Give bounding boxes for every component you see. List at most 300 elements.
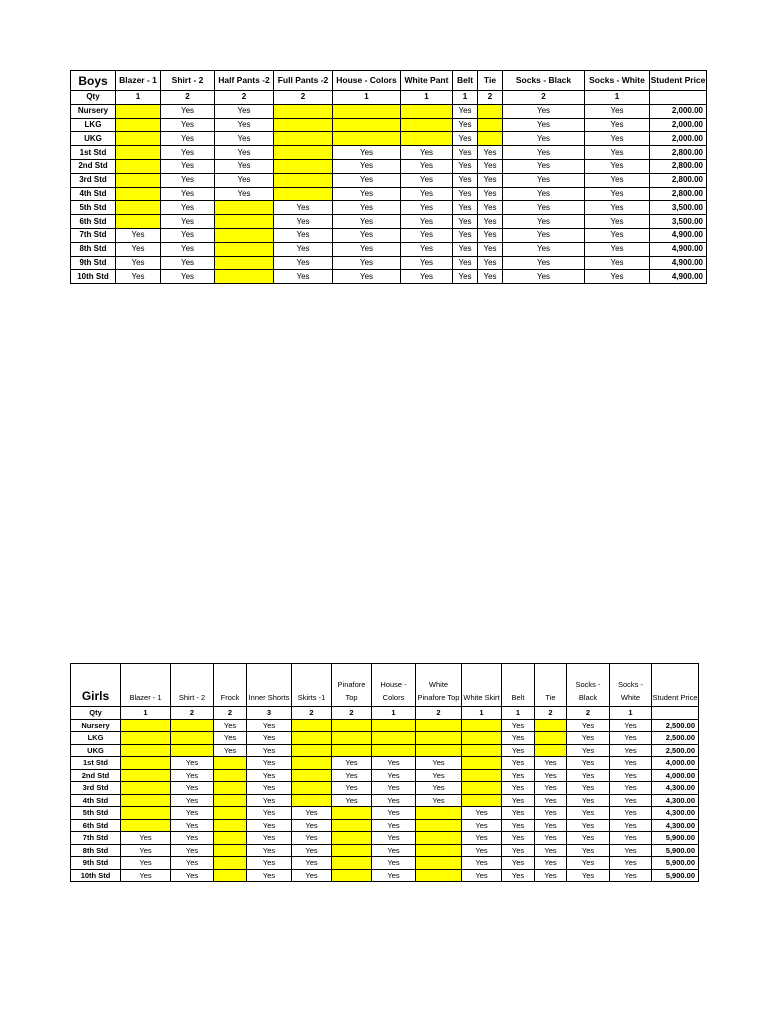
- price-cell: 5,900.00: [652, 844, 699, 857]
- qty-cell: 2: [503, 91, 585, 105]
- row-label: 1st Std: [71, 757, 121, 770]
- item-cell: Yes: [247, 869, 292, 882]
- item-cell: [332, 732, 372, 745]
- item-cell: Yes: [610, 794, 652, 807]
- item-cell: Yes: [535, 782, 567, 795]
- table-row: [71, 270, 707, 284]
- item-cell: Yes: [121, 832, 171, 845]
- row-label: 10th Std: [71, 869, 121, 882]
- item-cell: [171, 744, 214, 757]
- item-cell: Yes: [161, 228, 215, 242]
- price-cell: 5,900.00: [652, 832, 699, 845]
- item-cell: Yes: [535, 832, 567, 845]
- boys-table-title: Boys: [71, 71, 116, 91]
- item-cell: Yes: [171, 819, 214, 832]
- item-cell: Yes: [171, 869, 214, 882]
- item-cell: Yes: [610, 732, 652, 745]
- item-cell: Yes: [462, 819, 502, 832]
- qty-cell: 1: [585, 91, 650, 105]
- row-label: 3rd Std: [71, 782, 121, 795]
- qty-cell: 1: [462, 707, 502, 720]
- item-cell: Yes: [585, 118, 650, 132]
- girls-uniform-table: [70, 663, 699, 882]
- item-cell: Yes: [372, 857, 416, 870]
- price-cell: 4,300.00: [652, 794, 699, 807]
- item-cell: Yes: [247, 782, 292, 795]
- table-row: [71, 732, 699, 745]
- price-cell: 5,900.00: [652, 857, 699, 870]
- table-row: [71, 869, 699, 882]
- item-cell: [171, 719, 214, 732]
- item-cell: Yes: [462, 832, 502, 845]
- item-cell: Yes: [171, 807, 214, 820]
- item-cell: Yes: [462, 807, 502, 820]
- table-row: [71, 719, 699, 732]
- qty-label: Qty: [71, 707, 121, 720]
- item-cell: Yes: [171, 794, 214, 807]
- item-cell: [214, 794, 247, 807]
- item-cell: Yes: [333, 173, 401, 187]
- item-cell: Yes: [121, 857, 171, 870]
- item-cell: Yes: [416, 794, 462, 807]
- item-cell: Yes: [333, 242, 401, 256]
- table-row: [71, 769, 699, 782]
- item-cell: [274, 173, 333, 187]
- item-cell: Yes: [372, 807, 416, 820]
- item-cell: Yes: [333, 146, 401, 160]
- item-cell: [332, 844, 372, 857]
- item-cell: Yes: [585, 201, 650, 215]
- girls-table-body: [71, 664, 699, 882]
- item-cell: Yes: [567, 857, 610, 870]
- item-cell: [274, 118, 333, 132]
- price-cell: 4,900.00: [650, 256, 707, 270]
- column-header: Blazer - 1: [121, 664, 171, 707]
- item-cell: Yes: [503, 173, 585, 187]
- item-cell: Yes: [462, 857, 502, 870]
- item-cell: Yes: [401, 187, 453, 201]
- item-cell: Yes: [453, 270, 478, 284]
- column-header: House - Colors: [372, 664, 416, 707]
- item-cell: Yes: [247, 744, 292, 757]
- column-header: Socks - Black: [503, 71, 585, 91]
- item-cell: Yes: [372, 757, 416, 770]
- item-cell: [274, 187, 333, 201]
- item-cell: Yes: [401, 146, 453, 160]
- item-cell: Yes: [610, 719, 652, 732]
- item-cell: [292, 794, 332, 807]
- column-header: Blazer - 1: [116, 71, 161, 91]
- item-cell: Yes: [502, 757, 535, 770]
- item-cell: Yes: [478, 159, 503, 173]
- qty-cell: 3: [247, 707, 292, 720]
- item-cell: [214, 844, 247, 857]
- item-cell: [332, 744, 372, 757]
- item-cell: Yes: [401, 159, 453, 173]
- qty-cell: 2: [535, 707, 567, 720]
- item-cell: Yes: [503, 256, 585, 270]
- table-row: [71, 146, 707, 160]
- item-cell: [121, 769, 171, 782]
- item-cell: Yes: [372, 769, 416, 782]
- item-cell: Yes: [333, 159, 401, 173]
- item-cell: Yes: [171, 782, 214, 795]
- table-row: [71, 819, 699, 832]
- price-cell: 4,300.00: [652, 819, 699, 832]
- item-cell: [121, 782, 171, 795]
- item-cell: Yes: [453, 215, 478, 229]
- item-cell: Yes: [502, 819, 535, 832]
- item-cell: Yes: [610, 869, 652, 882]
- item-cell: Yes: [503, 118, 585, 132]
- item-cell: [121, 807, 171, 820]
- item-cell: [372, 744, 416, 757]
- item-cell: Yes: [401, 215, 453, 229]
- item-cell: Yes: [535, 769, 567, 782]
- item-cell: Yes: [453, 159, 478, 173]
- item-cell: Yes: [453, 242, 478, 256]
- item-cell: Yes: [502, 769, 535, 782]
- table-row: [71, 844, 699, 857]
- item-cell: Yes: [401, 270, 453, 284]
- item-cell: [214, 807, 247, 820]
- table-row: [71, 857, 699, 870]
- item-cell: [171, 732, 214, 745]
- item-cell: Yes: [585, 242, 650, 256]
- girls-qty-row: [71, 707, 699, 720]
- item-cell: [333, 104, 401, 118]
- column-header: Socks - Black: [567, 664, 610, 707]
- price-cell: 2,000.00: [650, 104, 707, 118]
- item-cell: Yes: [453, 146, 478, 160]
- item-cell: Yes: [503, 242, 585, 256]
- row-label: 3rd Std: [71, 173, 116, 187]
- qty-cell: 2: [332, 707, 372, 720]
- item-cell: Yes: [116, 228, 161, 242]
- boys-header-row: [71, 71, 707, 91]
- item-cell: Yes: [453, 104, 478, 118]
- table-row: [71, 744, 699, 757]
- row-label: 4th Std: [71, 187, 116, 201]
- column-header: Frock: [214, 664, 247, 707]
- item-cell: Yes: [502, 807, 535, 820]
- item-cell: Yes: [333, 270, 401, 284]
- item-cell: [215, 215, 274, 229]
- item-cell: Yes: [610, 857, 652, 870]
- item-cell: Yes: [401, 201, 453, 215]
- price-cell: 2,800.00: [650, 187, 707, 201]
- item-cell: [332, 719, 372, 732]
- item-cell: Yes: [567, 869, 610, 882]
- item-cell: [462, 744, 502, 757]
- item-cell: Yes: [610, 757, 652, 770]
- item-cell: Yes: [215, 146, 274, 160]
- row-label: 8th Std: [71, 242, 116, 256]
- item-cell: [416, 744, 462, 757]
- column-header: Tie: [535, 664, 567, 707]
- item-cell: Yes: [161, 159, 215, 173]
- item-cell: Yes: [247, 819, 292, 832]
- item-cell: Yes: [214, 719, 247, 732]
- column-header: Belt: [502, 664, 535, 707]
- column-header: Half Pants -2: [215, 71, 274, 91]
- item-cell: Yes: [416, 782, 462, 795]
- item-cell: Yes: [372, 782, 416, 795]
- item-cell: [332, 869, 372, 882]
- item-cell: Yes: [332, 757, 372, 770]
- item-cell: Yes: [292, 869, 332, 882]
- item-cell: Yes: [453, 173, 478, 187]
- qty-cell: 2: [567, 707, 610, 720]
- item-cell: Yes: [585, 159, 650, 173]
- item-cell: Yes: [567, 819, 610, 832]
- row-label: 5th Std: [71, 201, 116, 215]
- row-label: 9th Std: [71, 256, 116, 270]
- item-cell: [462, 782, 502, 795]
- price-cell: 3,500.00: [650, 201, 707, 215]
- item-cell: Yes: [478, 242, 503, 256]
- item-cell: [274, 132, 333, 146]
- boys-uniform-table: [70, 70, 707, 284]
- item-cell: [121, 732, 171, 745]
- row-label: LKG: [71, 732, 121, 745]
- item-cell: [214, 757, 247, 770]
- item-cell: Yes: [171, 832, 214, 845]
- item-cell: [416, 819, 462, 832]
- item-cell: Yes: [462, 844, 502, 857]
- column-header: Belt: [453, 71, 478, 91]
- item-cell: Yes: [535, 757, 567, 770]
- price-cell: 2,800.00: [650, 173, 707, 187]
- item-cell: Yes: [478, 256, 503, 270]
- qty-cell: 2: [214, 707, 247, 720]
- item-cell: Yes: [274, 270, 333, 284]
- item-cell: Yes: [503, 201, 585, 215]
- price-cell: 4,900.00: [650, 270, 707, 284]
- item-cell: [214, 869, 247, 882]
- item-cell: [332, 832, 372, 845]
- item-cell: Yes: [502, 794, 535, 807]
- item-cell: Yes: [610, 807, 652, 820]
- item-cell: Yes: [567, 719, 610, 732]
- table-row: [71, 201, 707, 215]
- column-header: Pinafore Top: [332, 664, 372, 707]
- item-cell: Yes: [585, 104, 650, 118]
- item-cell: Yes: [292, 857, 332, 870]
- item-cell: Yes: [161, 201, 215, 215]
- item-cell: Yes: [121, 869, 171, 882]
- item-cell: Yes: [502, 844, 535, 857]
- price-cell: 4,300.00: [652, 782, 699, 795]
- item-cell: Yes: [610, 769, 652, 782]
- item-cell: Yes: [215, 159, 274, 173]
- qty-cell: 1: [121, 707, 171, 720]
- qty-cell: 1: [333, 91, 401, 105]
- item-cell: Yes: [567, 807, 610, 820]
- item-cell: Yes: [292, 844, 332, 857]
- item-cell: Yes: [567, 757, 610, 770]
- row-label: 5th Std: [71, 807, 121, 820]
- item-cell: Yes: [121, 844, 171, 857]
- item-cell: Yes: [502, 719, 535, 732]
- item-cell: Yes: [214, 744, 247, 757]
- item-cell: Yes: [372, 844, 416, 857]
- item-cell: Yes: [567, 844, 610, 857]
- column-header: House - Colors: [333, 71, 401, 91]
- item-cell: Yes: [161, 215, 215, 229]
- item-cell: Yes: [585, 270, 650, 284]
- qty-cell: 1: [372, 707, 416, 720]
- item-cell: Yes: [503, 215, 585, 229]
- item-cell: [416, 832, 462, 845]
- item-cell: Yes: [585, 146, 650, 160]
- item-cell: [116, 159, 161, 173]
- qty-cell: 2: [171, 707, 214, 720]
- item-cell: [462, 719, 502, 732]
- item-cell: [214, 782, 247, 795]
- item-cell: [401, 118, 453, 132]
- price-cell: 4,900.00: [650, 242, 707, 256]
- row-label: 1st Std: [71, 146, 116, 160]
- item-cell: [292, 769, 332, 782]
- item-cell: Yes: [535, 857, 567, 870]
- item-cell: Yes: [274, 201, 333, 215]
- item-cell: Yes: [247, 719, 292, 732]
- item-cell: [332, 857, 372, 870]
- item-cell: [332, 819, 372, 832]
- price-cell: 2,800.00: [650, 159, 707, 173]
- item-cell: Yes: [333, 201, 401, 215]
- row-label: 10th Std: [71, 270, 116, 284]
- row-label: 2nd Std: [71, 159, 116, 173]
- table-row: [71, 807, 699, 820]
- item-cell: [535, 732, 567, 745]
- item-cell: [116, 104, 161, 118]
- item-cell: Yes: [332, 794, 372, 807]
- item-cell: Yes: [332, 769, 372, 782]
- qty-cell: [650, 91, 707, 105]
- item-cell: Yes: [502, 869, 535, 882]
- column-header: Shirt - 2: [161, 71, 215, 91]
- table-row: [71, 159, 707, 173]
- price-cell: 4,300.00: [652, 807, 699, 820]
- qty-cell: 2: [478, 91, 503, 105]
- item-cell: [214, 819, 247, 832]
- item-cell: Yes: [161, 173, 215, 187]
- girls-table-title: Girls: [71, 664, 121, 707]
- item-cell: [478, 118, 503, 132]
- girls-header-row: [71, 664, 699, 707]
- item-cell: Yes: [610, 782, 652, 795]
- item-cell: Yes: [453, 256, 478, 270]
- column-header: Full Pants -2: [274, 71, 333, 91]
- item-cell: Yes: [535, 869, 567, 882]
- item-cell: Yes: [372, 819, 416, 832]
- item-cell: Yes: [116, 242, 161, 256]
- item-cell: Yes: [274, 256, 333, 270]
- item-cell: Yes: [274, 228, 333, 242]
- item-cell: Yes: [416, 757, 462, 770]
- item-cell: [333, 118, 401, 132]
- item-cell: Yes: [585, 228, 650, 242]
- item-cell: [462, 794, 502, 807]
- table-row: [71, 256, 707, 270]
- item-cell: [535, 719, 567, 732]
- column-header: White Pant: [401, 71, 453, 91]
- item-cell: [372, 719, 416, 732]
- table-row: [71, 832, 699, 845]
- qty-label: Qty: [71, 91, 116, 105]
- qty-cell: 1: [610, 707, 652, 720]
- item-cell: Yes: [171, 857, 214, 870]
- item-cell: Yes: [535, 819, 567, 832]
- item-cell: Yes: [610, 844, 652, 857]
- item-cell: [121, 719, 171, 732]
- item-cell: Yes: [161, 146, 215, 160]
- item-cell: [116, 118, 161, 132]
- item-cell: Yes: [116, 270, 161, 284]
- qty-cell: 1: [502, 707, 535, 720]
- item-cell: [332, 807, 372, 820]
- item-cell: [292, 744, 332, 757]
- column-header: Inner Shorts: [247, 664, 292, 707]
- item-cell: Yes: [502, 832, 535, 845]
- item-cell: Yes: [214, 732, 247, 745]
- qty-cell: 1: [116, 91, 161, 105]
- item-cell: [292, 732, 332, 745]
- item-cell: Yes: [462, 869, 502, 882]
- boys-table-body: [71, 71, 707, 284]
- item-cell: Yes: [585, 132, 650, 146]
- row-label: Nursery: [71, 719, 121, 732]
- qty-cell: 2: [292, 707, 332, 720]
- price-cell: 4,000.00: [652, 757, 699, 770]
- item-cell: Yes: [453, 228, 478, 242]
- item-cell: Yes: [610, 744, 652, 757]
- item-cell: [215, 242, 274, 256]
- item-cell: [372, 732, 416, 745]
- item-cell: Yes: [502, 857, 535, 870]
- qty-cell: 2: [215, 91, 274, 105]
- item-cell: [416, 844, 462, 857]
- item-cell: Yes: [372, 869, 416, 882]
- item-cell: Yes: [247, 794, 292, 807]
- item-cell: [462, 732, 502, 745]
- table-row: [71, 757, 699, 770]
- item-cell: Yes: [171, 769, 214, 782]
- price-cell: 2,500.00: [652, 744, 699, 757]
- table-row: [71, 215, 707, 229]
- item-cell: Yes: [503, 104, 585, 118]
- column-header: Student Price: [650, 71, 707, 91]
- item-cell: Yes: [292, 819, 332, 832]
- item-cell: [416, 807, 462, 820]
- item-cell: Yes: [453, 118, 478, 132]
- item-cell: Yes: [332, 782, 372, 795]
- item-cell: Yes: [610, 819, 652, 832]
- item-cell: Yes: [292, 832, 332, 845]
- boys-qty-row: [71, 91, 707, 105]
- item-cell: [416, 719, 462, 732]
- table-row: [71, 118, 707, 132]
- item-cell: [116, 173, 161, 187]
- item-cell: Yes: [478, 228, 503, 242]
- item-cell: [116, 215, 161, 229]
- item-cell: Yes: [215, 187, 274, 201]
- item-cell: Yes: [372, 794, 416, 807]
- item-cell: Yes: [478, 215, 503, 229]
- column-header: Skirts -1: [292, 664, 332, 707]
